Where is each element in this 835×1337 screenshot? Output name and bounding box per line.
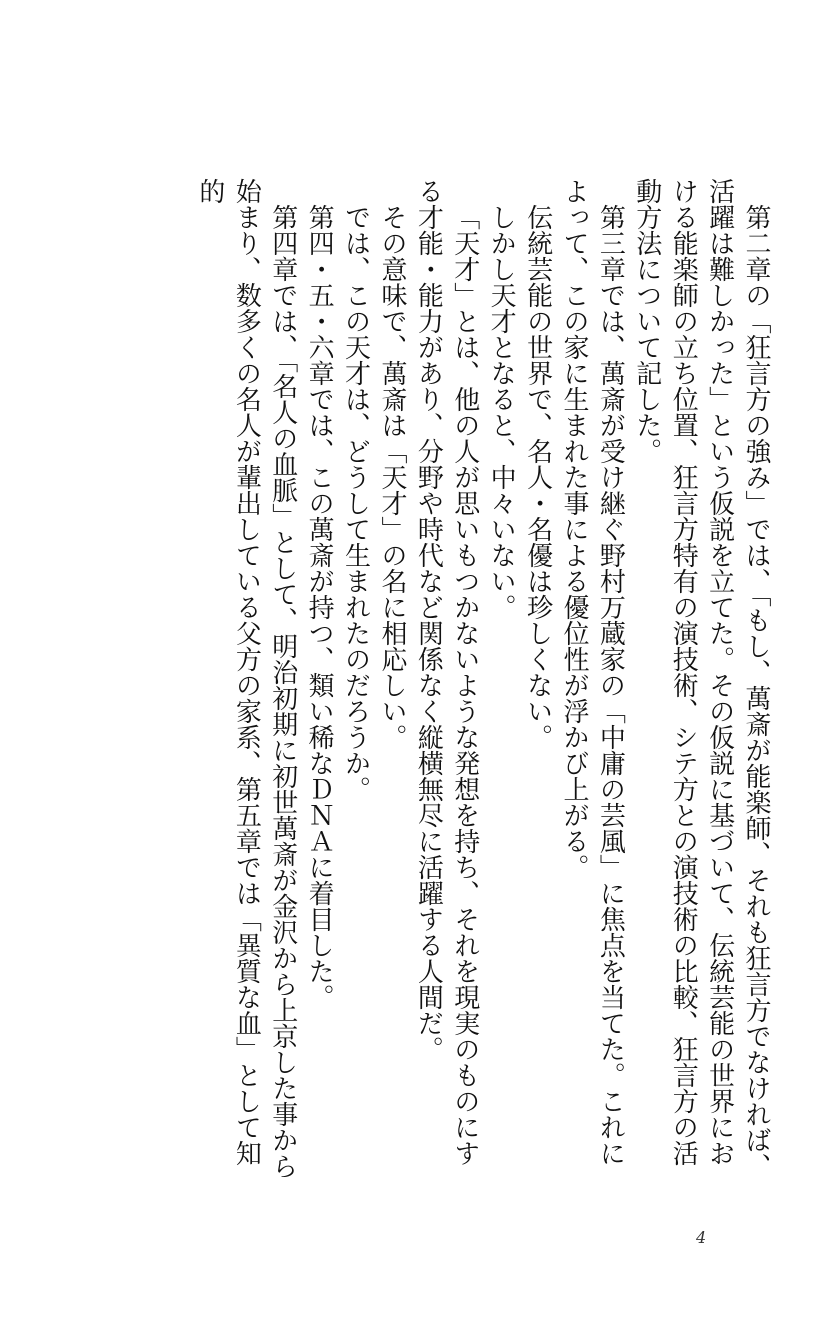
paragraph-worthy-name: その意味で、萬斎は「天才」の名に相応しい。 <box>376 204 407 750</box>
paragraph-masters: 伝統芸能の世界で、名人・名優は珍しくない。 <box>522 204 553 750</box>
paragraph-chapter-three: 第三章では、萬斎が受け継ぐ野村万蔵家の「中庸の芸風」に焦点を当てた。これによって、この家に生まれた事による優位性が浮かび上がる。 <box>558 178 626 1166</box>
paragraph-chapters-four-five-six: 第四・五・六章では、この萬斎が持つ、類い稀なＤＮＡに着目した。 <box>304 204 335 1010</box>
paragraph-chapter-two: 第二章の「狂言方の強み」では、「もし、萬斎が能楽師、それも狂言方でなければ、活躍は難しかった」という仮説を立てた。その仮説に基づいて、伝統芸能の世界における能楽師の立ち位置、狂言方特有の演技術、シテ方との演技術の比較、狂言方の活動方法について記した。 <box>631 178 771 1179</box>
paragraph-chapter-four: 第四章では、「名人の血脈」として、明治初期に初世萬斎が金沢から上京した事から始まり、数多くの名人が輩出している父方の家系、第五章では「異質な血」として知的 <box>194 178 298 1179</box>
paragraph-question: では、この天才は、どうして生まれたのだろうか。 <box>340 204 371 802</box>
paragraph-genius-definition: 「天才」とは、他の人が思いもつかないような発想を持ち、それを現実のものにする才能・能力があり、分野や時代など関係なく縦横無尽に活躍する人間だ。 <box>413 178 480 1166</box>
page-number: 4 <box>696 1228 707 1247</box>
paragraph-genius-rare: しかし天才となると、中々いない。 <box>486 204 517 620</box>
vertical-text-body <box>108 178 774 1188</box>
